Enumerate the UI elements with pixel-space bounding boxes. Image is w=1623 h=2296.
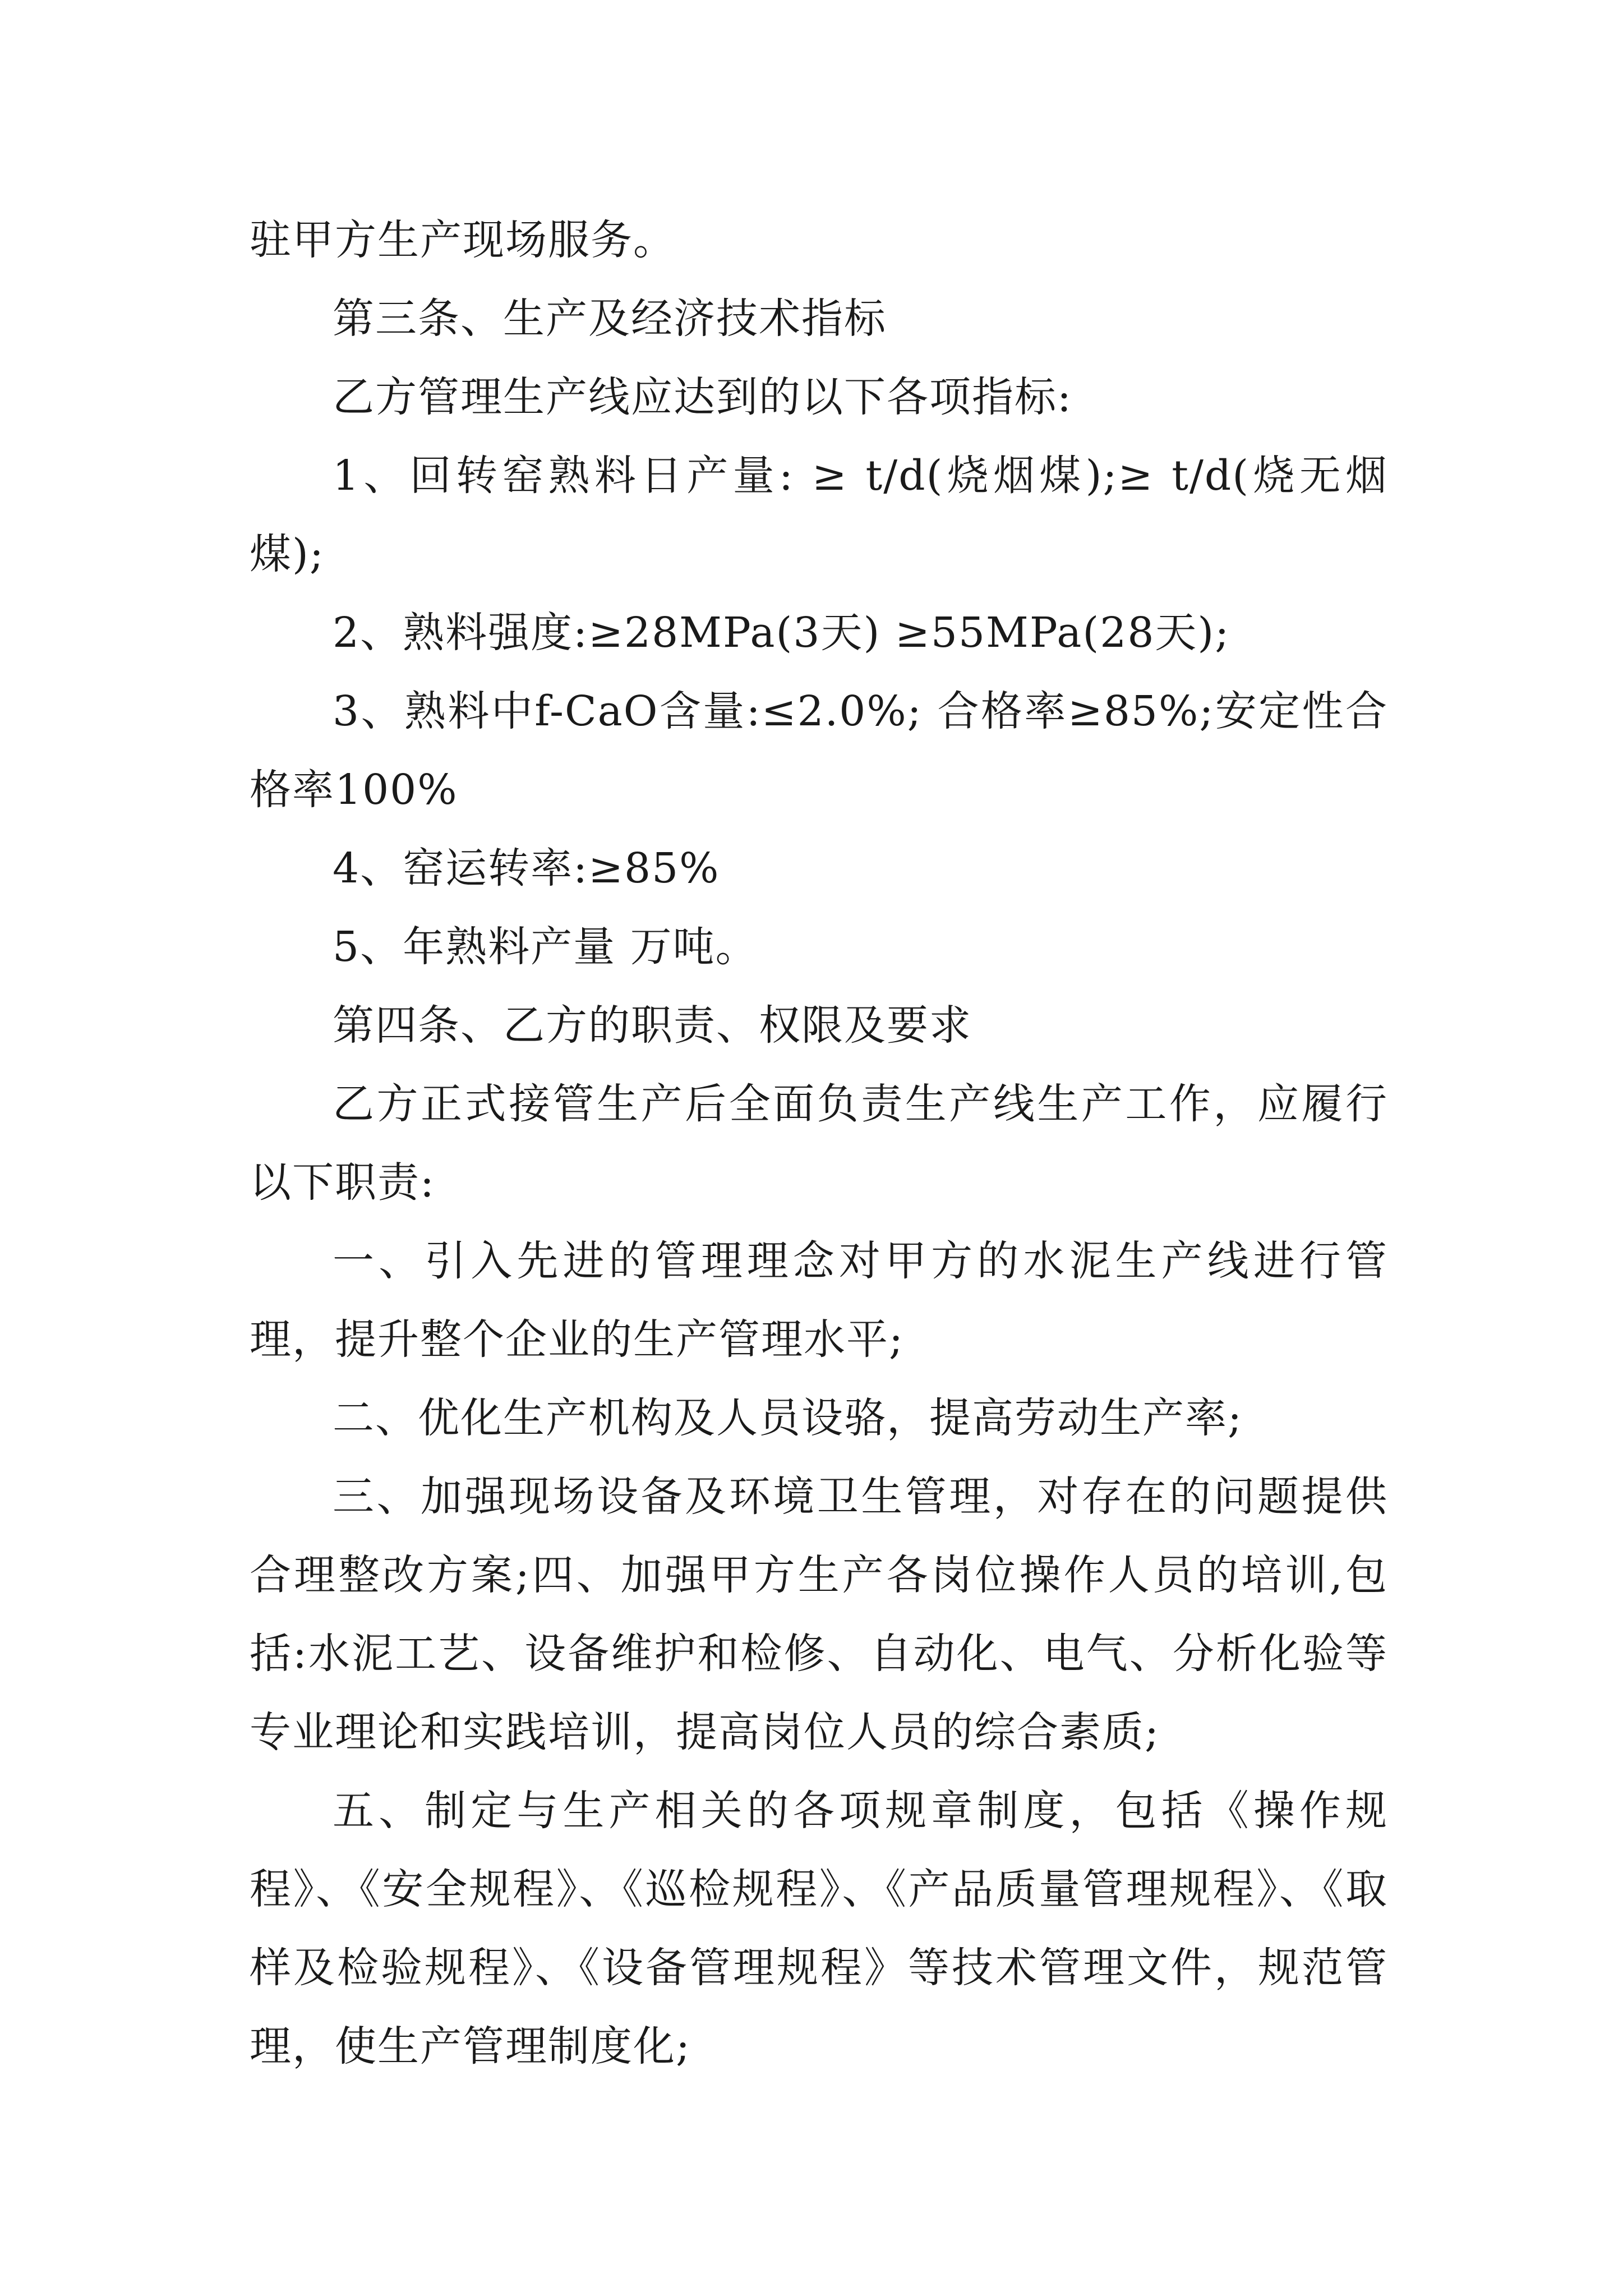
indicator-item-1: 1、回转窑熟料日产量: ≥ t/d(烧烟煤);≥ t/d(烧无烟煤); [250, 452, 1388, 578]
paragraph-indicators-intro: 乙方管理生产线应达到的以下各项指标: [333, 373, 1072, 421]
duty-item-5: 五、制定与生产相关的各项规章制度，包括《操作规程》、《安全规程》、《巡检规程》、《产品质量管理规程》、《取样及检验规程》、《设备管理规程》等技术管理文件，规范管理，使生产管理制度化; [250, 1787, 1388, 2070]
duty-item-3-4: 三、加强现场设备及环境卫生管理，对存在的问题提供合理整改方案;四、加强甲方生产各岗位操作人员的培训,包括:水泥工艺、设备维护和检修、自动化、电气、分析化验等专业理论和实践培训，提高岗位人员的综合素质; [250, 1473, 1388, 1756]
paragraph-duties-intro: 乙方正式接管生产后全面负责生产线生产工作，应履行以下职责: [250, 1080, 1388, 1207]
article-heading-4: 第四条、乙方的职责、权限及要求 [333, 1001, 972, 1050]
indicator-item-2: 2、熟料强度:≥28MPa(3天) ≥55MPa(28天); [333, 609, 1230, 657]
article-heading-3: 第三条、生产及经济技术指标 [333, 295, 887, 343]
duty-item-2: 二、优化生产机构及人员设骆，提高劳动生产率; [333, 1394, 1243, 1442]
indicator-item-4: 4、窑运转率:≥85% [333, 844, 720, 892]
indicator-item-3: 3、熟料中f-CaO含量:≤2.0%; 合格率≥85%;安定性合格率100% [250, 687, 1388, 814]
document-body [250, 201, 1388, 2086]
paragraph-continuation: 驻甲方生产现场服务。 [250, 216, 676, 264]
indicator-item-5: 5、年熟料产量 万吨。 [333, 923, 758, 971]
duty-item-1: 一、引入先进的管理理念对甲方的水泥生产线进行管理，提升整个企业的生产管理水平; [250, 1237, 1388, 1364]
